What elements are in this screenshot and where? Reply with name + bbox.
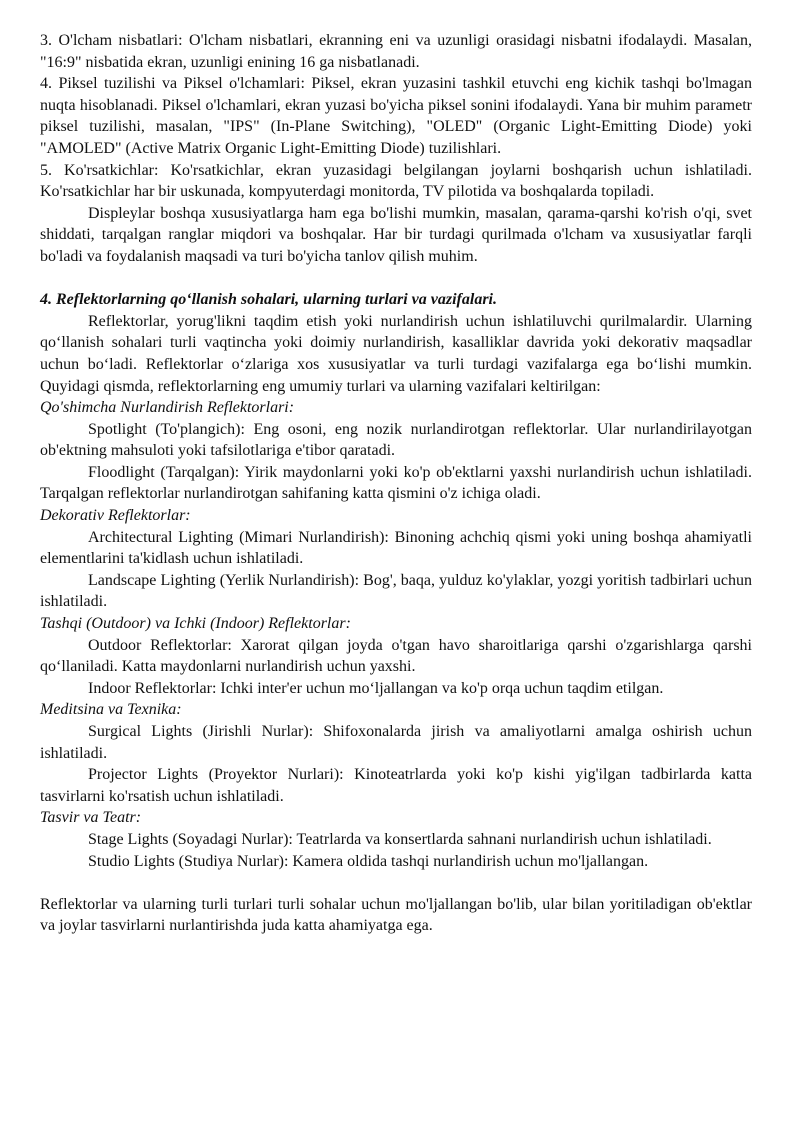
group-item: Spotlight (To'plangich): Eng osoni, eng nozik nurlandirotgan reflektorlar. Ular nurlandirilayotgan ob'ektning mahsuloti yoki tafsilotlariga e'tibor qaratadi. [40,420,752,460]
conclusion-paragraph: Reflektorlar va ularning turli turlari turli sohalar uchun mo'ljallangan bo'lib, ular bilan yoritiladigan ob'ektlar va joylar tasvirlarni nurlantirishda juda katta ahamiyatga ega. [40,895,752,935]
group-item: Studio Lights (Studiya Nurlar): Kamera oldida tashqi nurlandirish uchun mo'ljallangan. [88,852,649,870]
list-number: 4. [40,75,52,93]
spacer [40,872,752,894]
group-title: Meditsina va Texnika: [40,701,182,719]
group-item: Floodlight (Tarqalgan): Yirik maydonlarni yoki ko'p ob'ektlarni yaxshi nurlandirish uchun ishlatiladi. Tarqalgan reflektorlar nurlandirotgan sahifaning katta qismini o'z ichiga oladi. [40,463,752,503]
group-item: Outdoor Reflektorlar: Xarorat qilgan joyda o'tgan havo sharoitlariga qarshi o'zgarishlarga qarshi qo‘llaniladi. Katta maydonlarni nurlandirish uchun yaxshi. [40,636,752,676]
list-item-5 [40,160,752,203]
list-number: 3. [40,32,52,49]
group-title: Tashqi (Outdoor) va Ichki (Indoor) Reflektorlar: [40,615,351,633]
group-item: Indoor Reflektorlar: Ichki inter'er uchun mo‘ljallangan va ko'p orqa uchun taqdim etilgan. [88,679,664,697]
group-item: Architectural Lighting (Mimari Nurlandirish): Binoning achchiq qismi yoki uning boshqa ahamiyatli elementlarini ta'kidlash uchun ishlatiladi. [40,528,752,568]
list-item-3 [40,30,752,73]
group-item: Stage Lights (Soyadagi Nurlar): Teatrlarda va konsertlarda sahnani nurlandirish uchun ishlatiladi. [88,830,712,848]
group-item: Surgical Lights (Jirishli Nurlar): Shifoxonalarda jirish va amaliyotlarni amalga oshirish uchun ishlatiladi. [40,723,752,762]
group-title: Qo'shimcha Nurlandirish Reflektorlari: [40,399,295,417]
group-title: Dekorativ Reflektorlar: [40,507,191,525]
group-title: Tasvir va Teatr: [40,809,142,827]
list-text: Ko'rsatkichlar: Ko'rsatkichlar, ekran yuzasidagi belgilangan joylarni boshqarish uchun ishlatiladi. Ko'rsatkichlar har bir uskunada, kompyuterdagi monitorda, TV pilotida va boshqalarda topiladi. [40,161,752,201]
group-item: Landscape Lighting (Yerlik Nurlandirish): Bog', baqa, yulduz ko'ylaklar, yozgi yoritish tadbirlari uchun ishlatiladi. [40,571,752,611]
list-text: Piksel tuzilishi va Piksel o'lchamlari: Piksel, ekran yuzasini tashkil etuvchi eng kichik tashqi bo'lmagan nuqta hisoblanadi. Piksel o'lchamlari, ekran yuzasi bo'yicha piksel sonini ifodalaydi. Yana bir muhim parametr piksel tuzilishi, masalan, "IPS" (In-Plane Switching), "OLED" (Organic Light-Emitting Diode) yoki "AMOLED" (Active Matrix Organic Light-Emitting Diode) tuzilishlari. [40,75,752,157]
display-paragraph: Displeylar boshqa xususiyatlarga ham ega bo'lishi mumkin, masalan, qarama-qarshi ko'rish o'qi, svet shiddati, tarqalgan ranglar miqdori va boshqalar. Har bir turdagi qurilmada o'lcham va xususiyatlar farqli bo'ladi va foydalanish maqsadi va turi bo'yicha tanlov qilish muhim. [40,204,752,265]
list-text: O'lcham nisbatlari: O'lcham nisbatlari, ekranning eni va uzunligi orasidagi nisbatni ifodalaydi. Masalan, "16:9" nisbatida ekran, uzunligi enining 16 ga nisbatlanadi. [40,32,753,71]
list-item-4 [40,73,752,159]
list-number: 5. [40,161,52,179]
group-item: Projector Lights (Proyektor Nurlari): Kinoteatrlarda yoki ko'p kishi yig'ilgan tadbirlarda katta tasvirlarni ko'rsatish uchun ishlatiladi. [40,766,752,805]
section-heading: 4. Reflektorlarning qo‘llanish sohalari, ularning turlari va vazifalari. [40,291,497,309]
section-intro: Reflektorlar, yorug'likni taqdim etish yoki nurlandirish uchun ishlatiluvchi qurilmalardir. Ularning qo‘llanish sohalari turli vaqtincha yoki doimiy nurlandirish, kasalliklar davrida yoki dekorativ maqsadlar uchun bo‘ladi. Reflektorlar o‘zlariga xos xususiyatlar va turli turdagi vazifalarga ega bo‘lishi mumkin. Quyidagi qismda, reflektorlarning eng umumiy turlari va ularning vazifalari keltirilgan: [40,312,752,395]
document-page [40,30,752,937]
